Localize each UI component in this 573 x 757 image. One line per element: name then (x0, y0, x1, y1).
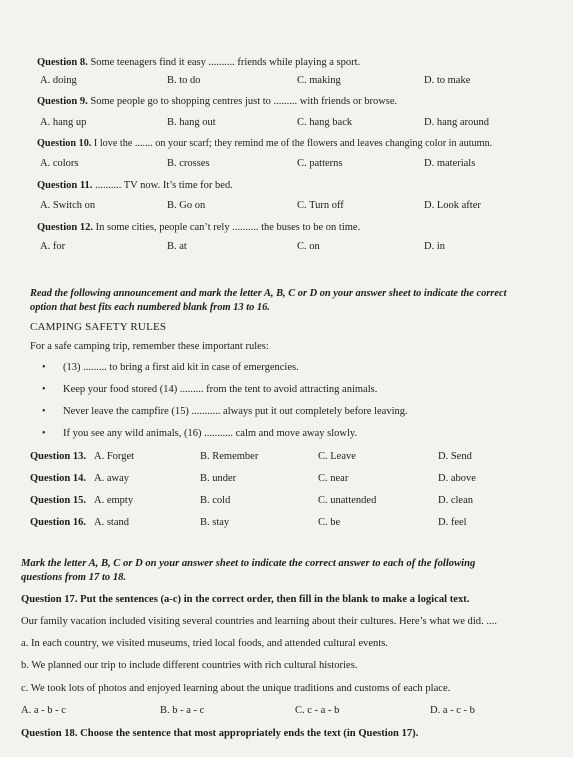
question-9-stem (37, 96, 397, 108)
announcement-rule: (13) ......... to bring a first aid kit in case of emergencies. (63, 362, 299, 373)
option-b[interactable]: B. Go on (167, 200, 206, 211)
option-d[interactable]: D. a - c - b (430, 705, 475, 716)
question-label: Question 14. (30, 473, 87, 484)
option-a[interactable]: A. Switch on (40, 200, 96, 211)
question-label: Question 13. (30, 451, 87, 462)
question-8-stem (37, 57, 360, 69)
question-17-passage: Our family vacation included visiting several countries and learning about their cultures. Here’s what we did. .... (21, 616, 497, 627)
question-12-stem (37, 222, 360, 234)
option-b[interactable]: B. under (200, 473, 237, 484)
question-text: Some people go to shopping centres just to ......... with friends or browse. (87, 96, 398, 107)
option-d[interactable]: D. feel (438, 517, 467, 528)
option-b[interactable]: B. Remember (200, 451, 259, 462)
option-d[interactable]: D. to make (424, 75, 471, 86)
bullet-icon: • (42, 362, 46, 373)
question-17-sentence: a. In each country, we visited museums, tried local foods, and attended cultural events. (21, 638, 389, 649)
option-b[interactable]: B. hang out (167, 117, 216, 128)
announcement-intro: For a safe camping trip, remember these important rules: (30, 341, 269, 352)
option-d[interactable]: D. clean (438, 495, 473, 506)
option-b[interactable]: B. crosses (167, 158, 210, 169)
option-b[interactable]: B. cold (200, 495, 231, 506)
option-c[interactable]: C. making (297, 75, 341, 86)
question-10-options (0, 158, 573, 172)
option-c[interactable]: C. c - a - b (295, 705, 340, 716)
question-17-sentence: b. We planned our trip to include different countries with rich cultural histories. (21, 660, 358, 671)
option-a[interactable]: A. stand (94, 517, 129, 528)
section-instructions: Read the following announcement and mark the letter A, B, C or D on your answer sheet to indicate the correct (30, 288, 507, 299)
question-text: In some cities, people can’t rely .......... the buses to be on time. (93, 222, 361, 233)
option-a[interactable]: A. colors (40, 158, 79, 169)
option-c[interactable]: C. patterns (297, 158, 343, 169)
option-c[interactable]: C. near (318, 473, 349, 484)
question-label: Question 9. (37, 96, 88, 107)
option-d[interactable]: D. Look after (424, 200, 481, 211)
option-a[interactable]: A. a - b - c (21, 705, 66, 716)
question-13-row (0, 451, 573, 465)
question-17-stem: Question 17. Put the sentences (a-c) in the correct order, then fill in the blank to make a logical text. (21, 594, 470, 605)
section-instructions: questions from 17 to 18. (21, 572, 127, 583)
option-c[interactable]: C. unattended (318, 495, 377, 506)
option-a[interactable]: A. hang up (40, 117, 87, 128)
question-label: Question 8. (37, 57, 88, 68)
question-16-row (0, 517, 573, 531)
option-d[interactable]: D. materials (424, 158, 476, 169)
question-label: Question 10. (37, 138, 92, 149)
question-12-options (0, 241, 573, 255)
bullet-icon: • (42, 384, 46, 395)
question-18-stem: Question 18. Choose the sentence that most appropriately ends the text (in Question 17). (21, 728, 419, 739)
option-d[interactable]: D. hang around (424, 117, 490, 128)
question-14-row (0, 473, 573, 487)
option-d[interactable]: D. Send (438, 451, 472, 462)
option-c[interactable]: C. hang back (297, 117, 353, 128)
bullet-icon: • (42, 406, 46, 417)
question-label: Question 12. (37, 222, 94, 233)
option-c[interactable]: C. Turn off (297, 200, 344, 211)
question-text: Some teenagers find it easy .......... friends while playing a sport. (87, 57, 361, 68)
option-d[interactable]: D. above (438, 473, 476, 484)
question-text: .......... TV now. It’s time for bed. (92, 180, 233, 191)
option-a[interactable]: A. doing (40, 75, 77, 86)
option-a[interactable]: A. away (94, 473, 129, 484)
bullet-icon: • (42, 428, 46, 439)
question-9-options (0, 117, 573, 131)
option-a[interactable]: A. Forget (94, 451, 135, 462)
question-10-stem (37, 138, 492, 150)
question-17-sentence: c. We took lots of photos and enjoyed learning about the unique traditions and customs of each place. (21, 683, 451, 694)
question-text: I love the ....... on your scarf; they remind me of the flowers and leaves changing color in autumn. (91, 138, 493, 149)
announcement-rule: Never leave the campfire (15) ........... always put it out completely before leaving. (63, 406, 408, 417)
option-d[interactable]: D. in (424, 241, 445, 252)
option-c[interactable]: C. Leave (318, 451, 356, 462)
option-b[interactable]: B. stay (200, 517, 230, 528)
option-b[interactable]: B. to do (167, 75, 201, 86)
announcement-rule: Keep your food stored (14) ......... from the tent to avoid attracting animals. (63, 384, 378, 395)
option-b[interactable]: B. at (167, 241, 187, 252)
announcement-title: CAMPING SAFETY RULES (30, 321, 167, 333)
option-a[interactable]: A. empty (94, 495, 134, 506)
question-11-stem (37, 180, 233, 192)
question-15-row (0, 495, 573, 509)
question-8-options (0, 75, 573, 89)
question-label: Question 15. (30, 495, 87, 506)
option-c[interactable]: C. on (297, 241, 320, 252)
question-label: Question 16. (30, 517, 87, 528)
option-a[interactable]: A. for (40, 241, 66, 252)
option-c[interactable]: C. be (318, 517, 341, 528)
question-label: Question 11. (37, 180, 93, 191)
section-instructions: Mark the letter A, B, C or D on your answer sheet to indicate the correct answer to each of the following (21, 558, 476, 569)
section-instructions: option that best fits each numbered blank from 13 to 16. (30, 302, 270, 313)
announcement-rule: If you see any wild animals, (16) ........... calm and move away slowly. (63, 428, 358, 439)
question-17-options (0, 705, 573, 719)
question-11-options (0, 200, 573, 214)
option-b[interactable]: B. b - a - c (160, 705, 205, 716)
